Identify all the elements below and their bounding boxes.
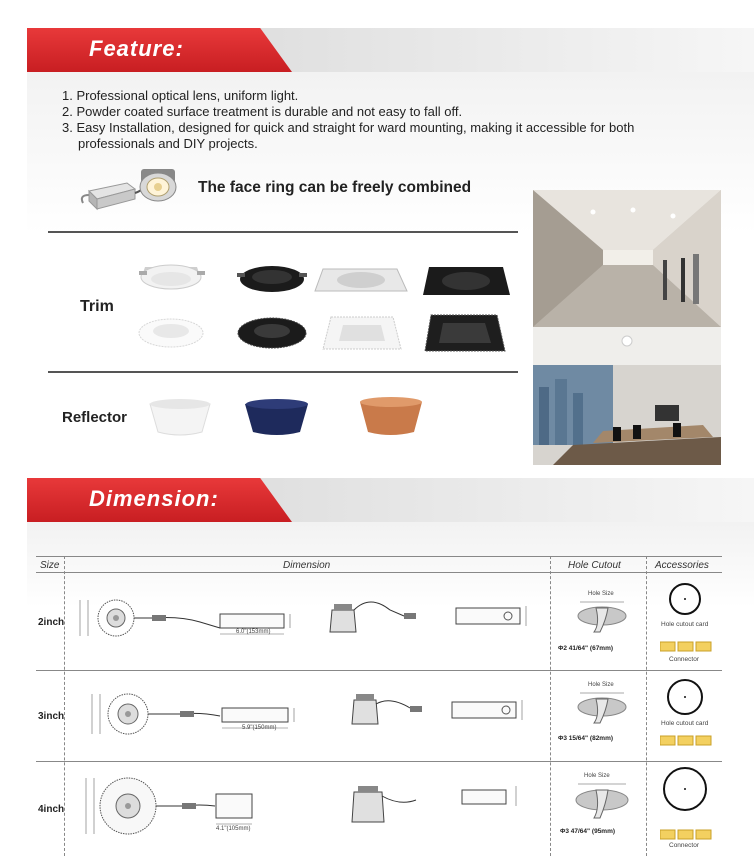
box-length-label: 5.9"(150mm)	[242, 725, 277, 731]
size-label: 3inch	[38, 711, 65, 722]
box-length-label: 6.0"(153mm)	[236, 629, 271, 635]
cutout-size: Φ3 47/64" (95mm)	[560, 828, 616, 835]
size-label: 2inch	[38, 617, 65, 628]
feature-item: 2. Powder coated surface treatment is durable and not easy to fall off.	[62, 104, 463, 119]
trim-label: Trim	[80, 298, 114, 315]
trim-black-square-image	[423, 267, 510, 295]
trim-black-round-image	[237, 266, 307, 292]
dimension-drawing-3inch	[70, 682, 548, 754]
cutout-card-label: Hole cutout card	[661, 621, 709, 628]
box-length-label: 4.1"(105mm)	[216, 826, 251, 832]
divider	[48, 371, 518, 373]
dimension-title: Dimension:	[89, 486, 219, 511]
table-divider	[36, 761, 722, 762]
reflector-images	[140, 392, 440, 448]
connector-icon	[660, 734, 712, 746]
table-divider	[550, 556, 551, 856]
feature-item: professionals and DIY projects.	[78, 136, 258, 151]
connector-label: Connector	[669, 656, 699, 663]
trim-black-trimless-round-image	[238, 318, 306, 348]
trim-white-trimless-round-image	[139, 319, 203, 347]
size-label: 4inch	[38, 804, 65, 815]
trim-white-trimless-square-image	[323, 317, 401, 349]
connector-icon	[660, 828, 712, 840]
hole-size-label: Hole Size	[588, 591, 614, 597]
divider	[48, 231, 518, 233]
cutout-card-icon	[668, 582, 702, 616]
feature-item: 1. Professional optical lens, uniform light.	[62, 88, 299, 103]
reflector-white-image	[150, 399, 210, 435]
trim-images	[135, 255, 510, 355]
cutout-size: Φ2 41/64" (67mm)	[558, 645, 614, 652]
reflector-copper-image	[360, 397, 422, 435]
trim-white-round-image	[139, 265, 205, 289]
hole-cutout-drawing	[568, 780, 636, 824]
driver-module-image	[75, 165, 185, 215]
header-dimension: Dimension	[283, 560, 331, 571]
hole-size-label: Hole Size	[584, 773, 610, 779]
hole-cutout-drawing	[570, 598, 634, 638]
reflector-label: Reflector	[62, 409, 128, 426]
dimension-drawing-4inch	[70, 772, 548, 848]
hole-size-label: Hole Size	[588, 682, 614, 688]
feature-title: Feature:	[89, 36, 184, 61]
table-divider	[36, 556, 722, 557]
hole-cutout-drawing	[570, 689, 634, 729]
table-divider	[64, 556, 65, 856]
dimension-banner	[27, 478, 754, 522]
cutout-card-label: Hole cutout card	[661, 720, 709, 727]
trim-black-trimless-square-image	[425, 315, 505, 351]
connector-icon	[660, 640, 712, 652]
corridor-photo	[533, 190, 721, 327]
table-divider	[36, 670, 722, 671]
header-hole-cutout: Hole Cutout	[568, 560, 621, 571]
feature-item: 3. Easy Installation, designed for quick and straight for ward mounting, making it accessible for both	[62, 120, 635, 135]
trim-white-square-image	[315, 269, 407, 291]
table-divider	[36, 572, 722, 573]
connector-label: Connector	[669, 842, 699, 849]
header-accessories: Accessories	[655, 560, 709, 571]
reflector-blue-image	[245, 399, 308, 435]
feature-list	[62, 88, 634, 152]
header-size: Size	[40, 560, 60, 571]
dimension-drawing-2inch	[70, 592, 548, 662]
meeting-room-photo	[533, 327, 721, 465]
cutout-size: Φ3 15/64" (82mm)	[558, 735, 614, 742]
feature-banner	[27, 28, 754, 72]
cutout-card-icon	[662, 766, 708, 812]
cutout-card-icon	[666, 678, 704, 716]
face-ring-caption: The face ring can be freely combined	[198, 179, 472, 196]
table-divider	[646, 556, 647, 856]
